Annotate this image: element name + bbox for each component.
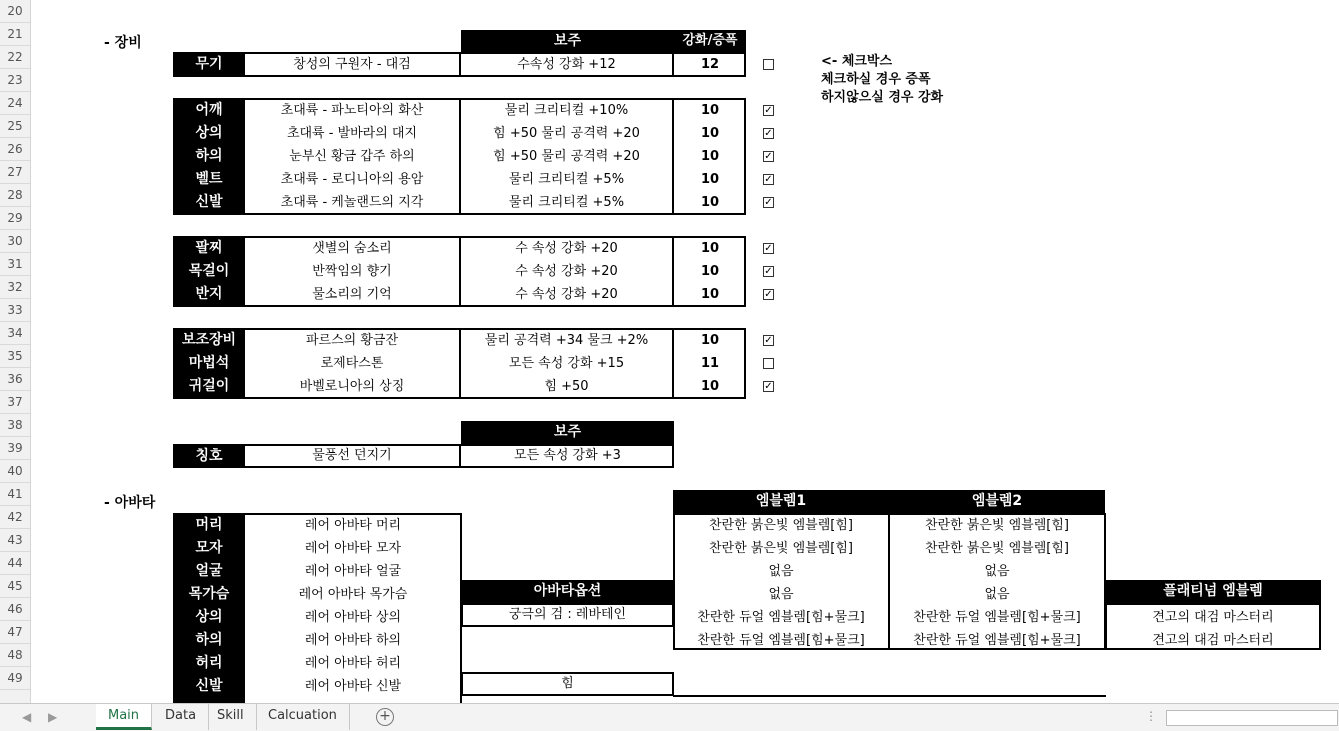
- row-number[interactable]: 31: [0, 253, 30, 276]
- row-number[interactable]: 48: [0, 644, 30, 667]
- emblem2-value[interactable]: 찬란한 붉은빛 엠블렘[힘]: [925, 518, 1069, 533]
- row-number[interactable]: 25: [0, 115, 30, 138]
- slot-label: 보조장비: [173, 329, 245, 352]
- item-level[interactable]: 10: [700, 287, 720, 302]
- slot-label: 팔찌: [173, 237, 245, 260]
- avatar-slot: 하의: [173, 629, 245, 652]
- amplify-checkbox[interactable]: [763, 358, 774, 369]
- row-number[interactable]: 26: [0, 138, 30, 161]
- item-level[interactable]: 10: [700, 149, 720, 164]
- amplify-checkbox[interactable]: [763, 151, 774, 162]
- item-bojoo[interactable]: 물리 공격력 +34 물크 +2%: [461, 329, 674, 352]
- item-level[interactable]: 10: [700, 241, 720, 256]
- row-number[interactable]: 41: [0, 483, 30, 506]
- avatar-item-name[interactable]: 레어 아바타 머리: [304, 518, 402, 533]
- row-number[interactable]: 47: [0, 621, 30, 644]
- emblem1-value[interactable]: 찬란한 듀얼 엠블렘[힘+물크]: [697, 633, 865, 648]
- row-number[interactable]: 30: [0, 230, 30, 253]
- row-number[interactable]: 33: [0, 299, 30, 322]
- sheet-tab-bar: [0, 703, 1339, 731]
- lower-emblem-border: [673, 695, 1106, 697]
- row-number[interactable]: 28: [0, 184, 30, 207]
- row-number[interactable]: 49: [0, 667, 30, 690]
- item-level[interactable]: 11: [700, 356, 720, 371]
- item-bojoo[interactable]: 물리 크리티컬 +10%: [461, 99, 674, 122]
- scroll-right-icon[interactable]: ▶: [48, 710, 58, 724]
- item-bojoo[interactable]: 힘 +50 물리 공격력 +20: [461, 122, 674, 145]
- weapon-slot: 무기: [173, 52, 245, 77]
- tab-calcuation[interactable]: Calcuation: [256, 704, 350, 730]
- item-name[interactable]: 샛별의 숨소리: [245, 237, 461, 260]
- amplify-checkbox[interactable]: [763, 128, 774, 139]
- platinum-emblem-value[interactable]: 견고의 대검 마스터리: [1152, 633, 1274, 648]
- horizontal-scrollbar[interactable]: [1166, 710, 1338, 726]
- row-number[interactable]: 24: [0, 92, 30, 115]
- title-name[interactable]: 물풍선 던지기: [245, 444, 461, 468]
- avatar-slot: 허리: [173, 652, 245, 675]
- item-level[interactable]: 10: [700, 264, 720, 279]
- weapon-bojoo[interactable]: 수속성 강화 +12: [461, 52, 674, 77]
- slot-label: 상의: [173, 122, 245, 145]
- add-sheet-icon[interactable]: +: [376, 708, 394, 726]
- item-bojoo[interactable]: 물리 크리티컬 +5%: [461, 191, 674, 214]
- row-number[interactable]: 23: [0, 69, 30, 92]
- emblem1-value[interactable]: 찬란한 붉은빛 엠블렘[힘]: [709, 541, 853, 556]
- slot-label: 벨트: [173, 168, 245, 191]
- gangwha-header: 강화/증폭: [674, 30, 746, 52]
- row-number[interactable]: 38: [0, 414, 30, 437]
- amplify-checkbox[interactable]: [763, 381, 774, 392]
- avatar-slot: 머리: [173, 514, 245, 537]
- amplify-checkbox[interactable]: [763, 105, 774, 116]
- row-number[interactable]: 40: [0, 460, 30, 483]
- emblem1-value[interactable]: 찬란한 붉은빛 엠블렘[힘]: [709, 518, 853, 533]
- amplify-checkbox[interactable]: [763, 335, 774, 346]
- scroll-left-icon[interactable]: ◀: [22, 710, 32, 724]
- item-bojoo[interactable]: 힘 +50 물리 공격력 +20: [461, 145, 674, 168]
- item-name[interactable]: 초대륙 - 발바라의 대지: [245, 122, 461, 145]
- avatar-option-header: 아바타옵션: [461, 580, 674, 603]
- item-name[interactable]: 초대륙 - 케놀랜드의 지각: [245, 191, 461, 214]
- note-line: <- 체크박스: [821, 54, 893, 69]
- item-bojoo[interactable]: 힘 +50: [461, 375, 674, 398]
- row-number[interactable]: 42: [0, 506, 30, 529]
- weapon-name[interactable]: 창성의 구원자 - 대검: [245, 52, 461, 77]
- more-options-icon[interactable]: ⋮: [1145, 709, 1157, 723]
- item-level[interactable]: 10: [700, 126, 720, 141]
- avatar-slot: 모자: [173, 537, 245, 560]
- row-number[interactable]: 34: [0, 322, 30, 345]
- item-level[interactable]: 10: [700, 172, 720, 187]
- avatar-item-name[interactable]: 레어 아바타 모자: [304, 541, 402, 556]
- row-number[interactable]: 20: [0, 0, 30, 23]
- emblem2-header: 엠블렘2: [889, 490, 1105, 513]
- row-number[interactable]: 35: [0, 345, 30, 368]
- tab-data[interactable]: Data: [153, 704, 209, 730]
- lower-option-value[interactable]: 힘: [561, 676, 574, 691]
- item-name[interactable]: 초대륙 - 로디니아의 용암: [245, 168, 461, 191]
- row-number[interactable]: 45: [0, 575, 30, 598]
- equipment-section-label: - 장비: [104, 35, 142, 51]
- title-slot: 칭호: [173, 444, 245, 468]
- row-number[interactable]: 43: [0, 529, 30, 552]
- emblem1-header: 엠블렘1: [673, 490, 889, 513]
- avatar-slot: 신발: [173, 675, 245, 698]
- item-name[interactable]: 파르스의 황금잔: [245, 329, 461, 352]
- bojoo-header: 보주: [461, 30, 674, 52]
- row-number[interactable]: 37: [0, 391, 30, 414]
- note-line: 하지않으실 경우 강화: [821, 90, 944, 105]
- avatar-option-value[interactable]: 궁극의 검 : 레바테인: [508, 607, 627, 622]
- row-number[interactable]: 32: [0, 276, 30, 299]
- item-name[interactable]: 눈부신 황금 갑주 하의: [245, 145, 461, 168]
- weapon-amplify-checkbox[interactable]: [763, 59, 774, 70]
- avatar-slot: 얼굴: [173, 560, 245, 583]
- row-number[interactable]: 21: [0, 23, 30, 46]
- avatar-item-name[interactable]: 레어 아바타 상의: [304, 610, 402, 625]
- row-number[interactable]: 22: [0, 46, 30, 69]
- slot-label: 귀걸이: [173, 375, 245, 398]
- slot-label: 반지: [173, 283, 245, 306]
- item-level[interactable]: 10: [700, 333, 720, 348]
- avatar-item-name[interactable]: 레어 아바타 신발: [304, 679, 402, 694]
- slot-label: 하의: [173, 145, 245, 168]
- weapon-level[interactable]: 12: [700, 57, 720, 72]
- amplify-checkbox[interactable]: [763, 289, 774, 300]
- row-header: [0, 0, 31, 703]
- amplify-checkbox[interactable]: [763, 266, 774, 277]
- item-name[interactable]: 로제타스톤: [245, 352, 461, 375]
- row-number[interactable]: 29: [0, 207, 30, 230]
- row-number[interactable]: 36: [0, 368, 30, 391]
- avatar-section-label: - 아바타: [104, 495, 156, 511]
- avatar-slot: 목가슴: [173, 583, 245, 606]
- slot-label: 목걸이: [173, 260, 245, 283]
- emblem1-value[interactable]: 없음: [768, 587, 794, 602]
- item-name[interactable]: 초대륙 - 파노티아의 화산: [245, 99, 461, 122]
- amplify-checkbox[interactable]: [763, 197, 774, 208]
- amplify-checkbox[interactable]: [763, 174, 774, 185]
- checkbox-note: [821, 53, 943, 107]
- avatar-item-name[interactable]: 레어 아바타 목가슴: [298, 587, 408, 602]
- avatar-slot: 상의: [173, 606, 245, 629]
- item-bojoo[interactable]: 물리 크리티컬 +5%: [461, 168, 674, 191]
- slot-label: 어깨: [173, 99, 245, 122]
- emblem2-value[interactable]: 찬란한 듀얼 엠블렘[힘+물크]: [913, 610, 1081, 625]
- item-bojoo[interactable]: 수 속성 강화 +20: [461, 283, 674, 306]
- item-bojoo[interactable]: 수 속성 강화 +20: [461, 237, 674, 260]
- avatar-item-name[interactable]: 레어 아바타 얼굴: [304, 564, 402, 579]
- item-level[interactable]: 10: [700, 195, 720, 210]
- platinum-emblem-header: 플래티넘 엠블렘: [1105, 580, 1321, 603]
- item-name[interactable]: 바벨로니아의 상징: [245, 375, 461, 398]
- row-number[interactable]: 44: [0, 552, 30, 575]
- note-line: 체크하실 경우 증폭: [821, 72, 931, 87]
- emblem2-value[interactable]: 찬란한 붉은빛 엠블렘[힘]: [925, 541, 1069, 556]
- title-bojoo[interactable]: 모든 속성 강화 +3: [514, 448, 621, 463]
- item-bojoo[interactable]: 수 속성 강화 +20: [461, 260, 674, 283]
- row-number[interactable]: 27: [0, 161, 30, 184]
- emblem1-value[interactable]: 찬란한 듀얼 엠블렘[힘+물크]: [697, 610, 865, 625]
- item-name[interactable]: 물소리의 기억: [245, 283, 461, 306]
- item-level[interactable]: 10: [700, 103, 720, 118]
- amplify-checkbox[interactable]: [763, 243, 774, 254]
- row-number[interactable]: 46: [0, 598, 30, 621]
- tab-main[interactable]: Main: [96, 704, 152, 730]
- emblem2-value[interactable]: 없음: [984, 564, 1010, 579]
- slot-label: 마법석: [173, 352, 245, 375]
- sheet-grid[interactable]: [31, 0, 1339, 703]
- platinum-emblem-value[interactable]: 견고의 대검 마스터리: [1152, 610, 1274, 625]
- emblem2-value[interactable]: 없음: [984, 587, 1010, 602]
- tab-skill[interactable]: Skill: [205, 704, 257, 730]
- item-level[interactable]: 10: [700, 379, 720, 394]
- title-bojoo-header: 보주: [461, 421, 674, 444]
- emblem1-value[interactable]: 없음: [768, 564, 794, 579]
- item-bojoo[interactable]: 모든 속성 강화 +15: [461, 352, 674, 375]
- row-number[interactable]: 39: [0, 437, 30, 460]
- item-name[interactable]: 반짝임의 향기: [245, 260, 461, 283]
- emblem2-value[interactable]: 찬란한 듀얼 엠블렘[힘+물크]: [913, 633, 1081, 648]
- slot-label: 신발: [173, 191, 245, 214]
- avatar-item-name[interactable]: 레어 아바타 허리: [304, 656, 402, 671]
- avatar-item-name[interactable]: 레어 아바타 하의: [304, 633, 402, 648]
